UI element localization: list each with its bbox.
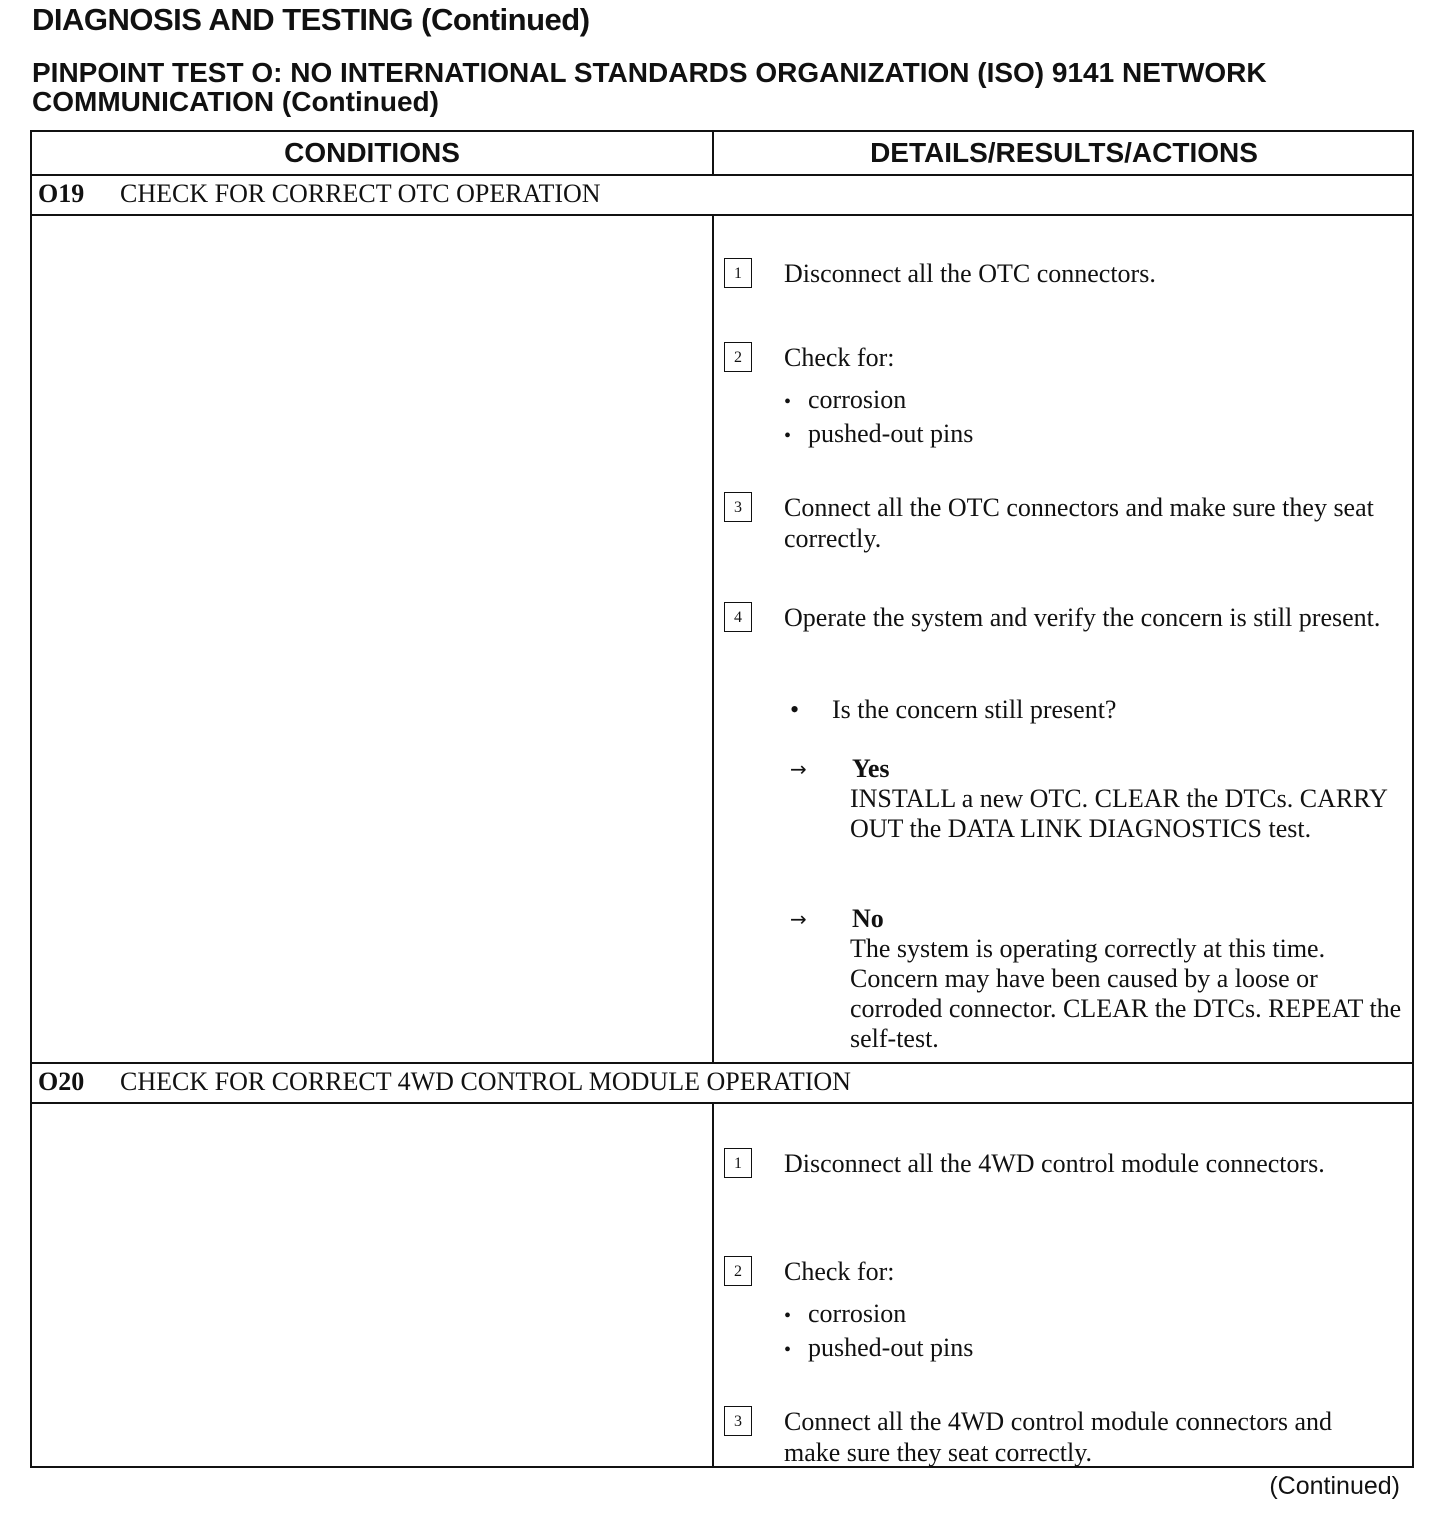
step-text: Connect all the 4WD control module connectors and make sure they seat correctly. xyxy=(784,1407,1333,1467)
step-text: Connect all the OTC connectors and make sure they seat correctly. xyxy=(784,493,1374,553)
details-column-header: DETAILS/RESULTS/ACTIONS xyxy=(870,137,1258,168)
pinpoint-test-table xyxy=(30,130,1414,1468)
result-text: The system is operating correctly at this time. Concern may have been caused by a loose or corroded connector. CLEAR the DTCs. REPEAT the self-test. xyxy=(850,934,1402,1053)
result-label: Yes xyxy=(852,754,890,783)
arrow-right-icon: → xyxy=(790,757,807,781)
continued-label: (Continued) xyxy=(1269,1472,1400,1500)
list-item: • pushed-out pins xyxy=(784,418,973,452)
details-cell-o20 xyxy=(714,1104,1414,1468)
result-label: No xyxy=(852,904,884,933)
step-number-box: 1 xyxy=(724,1148,752,1178)
bullet-icon: • xyxy=(790,695,800,724)
page-title: DIAGNOSIS AND TESTING (Continued) xyxy=(32,2,590,37)
list-item: • corrosion xyxy=(784,384,973,418)
step-text: Check for: xyxy=(784,1257,895,1286)
step-text: Operate the system and verify the concern is still present. xyxy=(784,603,1381,632)
step-text: Disconnect all the OTC connectors. xyxy=(784,259,1156,288)
section-title: CHECK FOR CORRECT 4WD CONTROL MODULE OPERATION xyxy=(120,1067,851,1096)
list-item: • corrosion xyxy=(784,1298,973,1332)
step-text: Disconnect all the 4WD control module connectors. xyxy=(784,1149,1325,1178)
result-text: INSTALL a new OTC. CLEAR the DTCs. CARRY OUT the DATA LINK DIAGNOSTICS test. xyxy=(850,784,1387,843)
step-text: Check for: xyxy=(784,343,895,372)
section-header-o20 xyxy=(38,1062,851,1102)
pinpoint-test-title: PINPOINT TEST O: NO INTERNATIONAL STANDARDS ORGANIZATION (ISO) 9141 NETWORK COMMUNICATION (Continued) xyxy=(32,57,1267,117)
conditions-column-header: CONDITIONS xyxy=(284,137,460,168)
arrow-right-icon: → xyxy=(790,907,807,931)
section-header-o19 xyxy=(38,174,601,214)
step-number-box: 4 xyxy=(724,602,752,632)
section-number: O19 xyxy=(38,179,85,208)
step-number-box: 3 xyxy=(724,492,752,522)
step-number-box: 1 xyxy=(724,258,752,288)
details-cell-o19 xyxy=(714,216,1414,1062)
column-divider xyxy=(712,132,714,174)
check-list xyxy=(784,1298,973,1366)
section-number: O20 xyxy=(38,1067,85,1096)
check-list xyxy=(784,384,973,452)
question xyxy=(790,694,1116,725)
question-text: Is the concern still present? xyxy=(832,695,1117,724)
step-number-box: 2 xyxy=(724,1256,752,1286)
list-item: • pushed-out pins xyxy=(784,1332,973,1366)
section-title: CHECK FOR CORRECT OTC OPERATION xyxy=(120,179,601,208)
step-number-box: 2 xyxy=(724,342,752,372)
step-number-box: 3 xyxy=(724,1406,752,1436)
